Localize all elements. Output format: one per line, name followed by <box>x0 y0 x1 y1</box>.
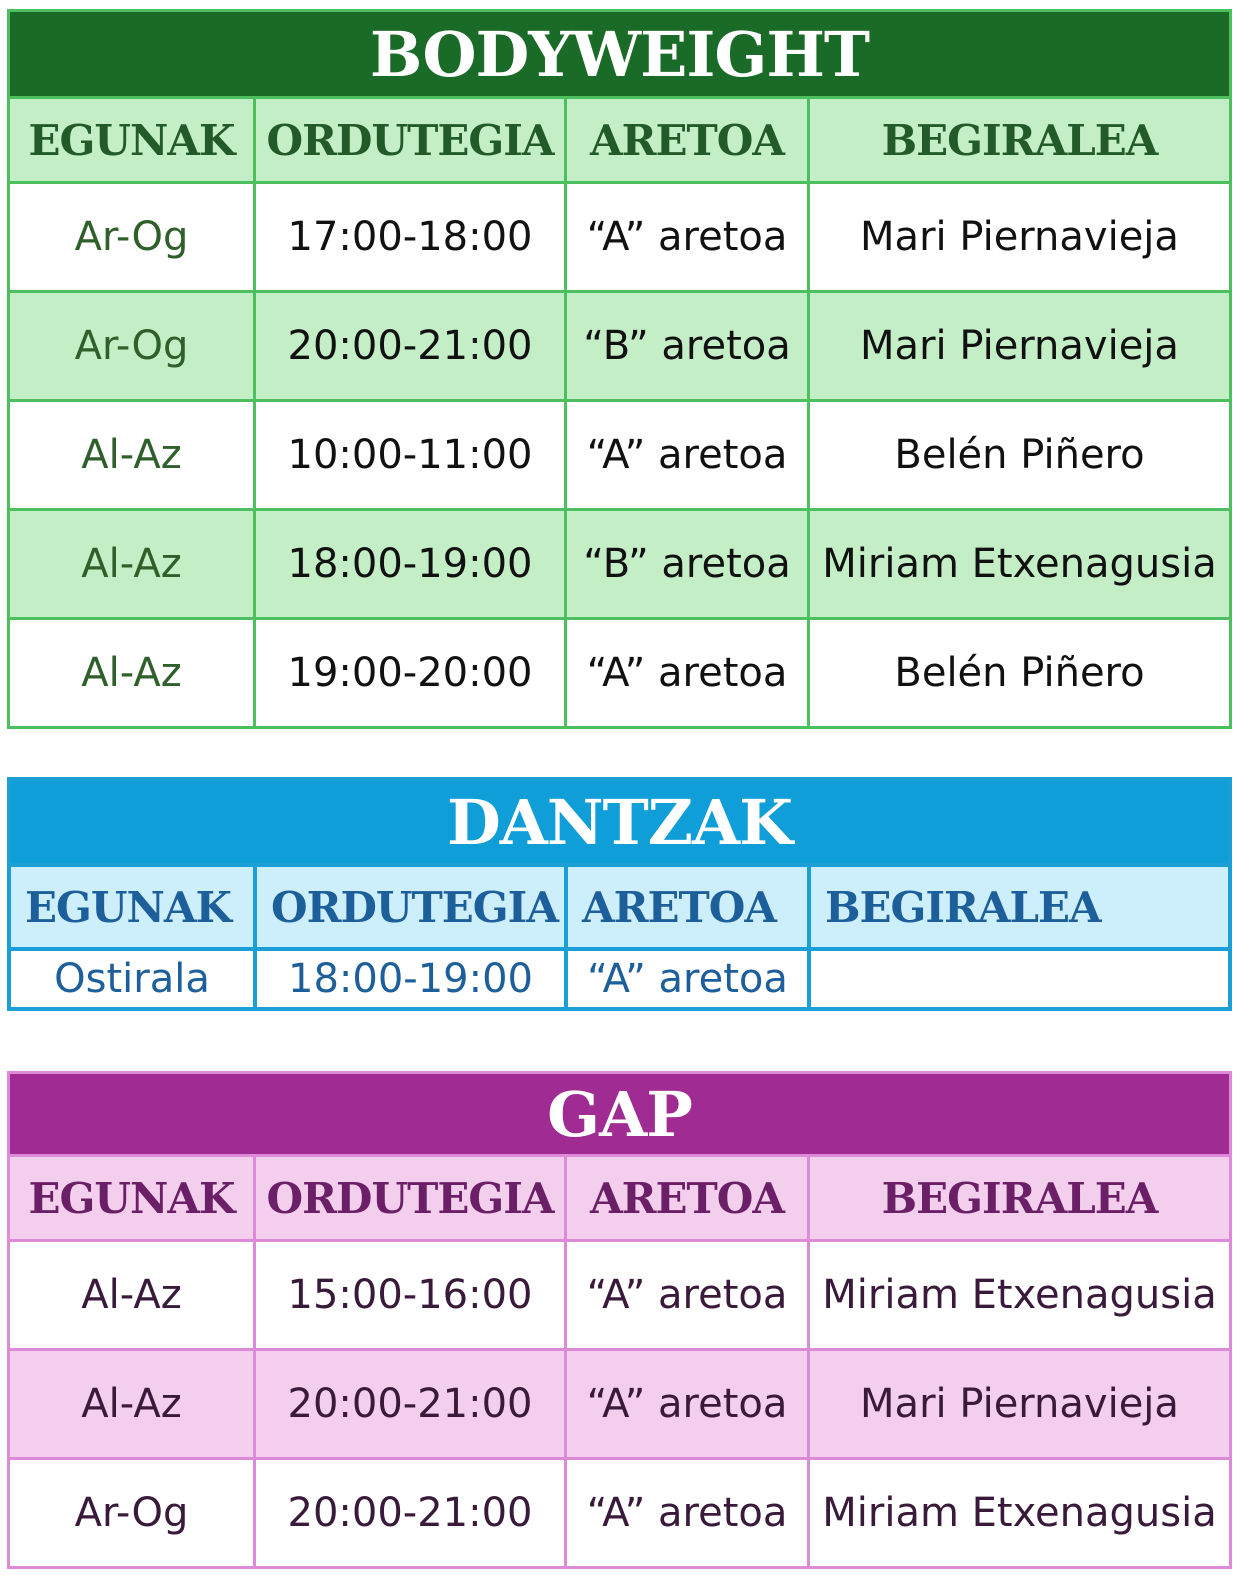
cell-schedule: 18:00-19:00 <box>255 949 566 1009</box>
cell-schedule: 20:00-21:00 <box>255 292 566 401</box>
cell-room: “A” aretoa <box>566 1459 809 1568</box>
cell-room: “A” aretoa <box>566 1241 809 1350</box>
cell-instructor: Mari Piernavieja <box>809 292 1231 401</box>
header-days: EGUNAK <box>9 98 255 183</box>
table-row <box>9 292 1231 401</box>
bodyweight-schedule <box>7 9 1232 729</box>
cell-schedule: 10:00-11:00 <box>255 401 566 510</box>
table-row <box>9 510 1231 619</box>
cell-instructor <box>809 949 1230 1009</box>
cell-schedule: 17:00-18:00 <box>255 183 566 292</box>
cell-schedule: 19:00-20:00 <box>255 619 566 728</box>
cell-room: “A” aretoa <box>566 401 809 510</box>
cell-days: Ar-Og <box>9 1459 255 1568</box>
header-room: ARETOA <box>566 98 809 183</box>
table-row <box>9 619 1231 728</box>
cell-instructor: Belén Piñero <box>809 401 1231 510</box>
cell-instructor: Mari Piernavieja <box>809 183 1231 292</box>
cell-schedule: 15:00-16:00 <box>255 1241 566 1350</box>
cell-instructor: Miriam Etxenagusia <box>809 1459 1231 1568</box>
header-schedule: ORDUTEGIA <box>255 98 566 183</box>
header-instructor: BEGIRALEA <box>809 1156 1231 1241</box>
cell-instructor: Miriam Etxenagusia <box>809 1241 1231 1350</box>
dantzak-schedule <box>7 777 1232 1011</box>
header-instructor: BEGIRALEA <box>809 98 1231 183</box>
bodyweight-table <box>7 9 1232 729</box>
header-instructor: BEGIRALEA <box>809 865 1230 949</box>
dantzak-table <box>7 777 1232 1011</box>
header-schedule: ORDUTEGIA <box>255 1156 566 1241</box>
gap-schedule <box>7 1071 1232 1569</box>
cell-days: Ar-Og <box>9 292 255 401</box>
cell-days: Al-Az <box>9 1241 255 1350</box>
cell-room: “A” aretoa <box>566 183 809 292</box>
table-row <box>9 1459 1231 1568</box>
header-days: EGUNAK <box>9 1156 255 1241</box>
cell-schedule: 18:00-19:00 <box>255 510 566 619</box>
cell-days: Ostirala <box>9 949 255 1009</box>
table-row <box>9 1350 1231 1459</box>
dantzak-title: DANTZAK <box>9 779 1230 865</box>
cell-room: “A” aretoa <box>566 949 809 1009</box>
cell-days: Al-Az <box>9 1350 255 1459</box>
cell-instructor: Miriam Etxenagusia <box>809 510 1231 619</box>
cell-room: “B” aretoa <box>566 292 809 401</box>
header-schedule: ORDUTEGIA <box>255 865 566 949</box>
cell-days: Al-Az <box>9 510 255 619</box>
cell-room: “B” aretoa <box>566 510 809 619</box>
gap-title: GAP <box>9 1073 1231 1156</box>
cell-room: “A” aretoa <box>566 619 809 728</box>
header-room: ARETOA <box>566 865 809 949</box>
header-days: EGUNAK <box>9 865 255 949</box>
cell-instructor: Mari Piernavieja <box>809 1350 1231 1459</box>
table-row <box>9 401 1231 510</box>
header-room: ARETOA <box>566 1156 809 1241</box>
table-row <box>9 1241 1231 1350</box>
cell-room: “A” aretoa <box>566 1350 809 1459</box>
cell-instructor: Belén Piñero <box>809 619 1231 728</box>
cell-days: Al-Az <box>9 619 255 728</box>
gap-table <box>7 1071 1232 1569</box>
table-row <box>9 949 1230 1009</box>
cell-days: Al-Az <box>9 401 255 510</box>
cell-schedule: 20:00-21:00 <box>255 1350 566 1459</box>
cell-days: Ar-Og <box>9 183 255 292</box>
cell-schedule: 20:00-21:00 <box>255 1459 566 1568</box>
bodyweight-title: BODYWEIGHT <box>9 11 1231 98</box>
table-row <box>9 183 1231 292</box>
